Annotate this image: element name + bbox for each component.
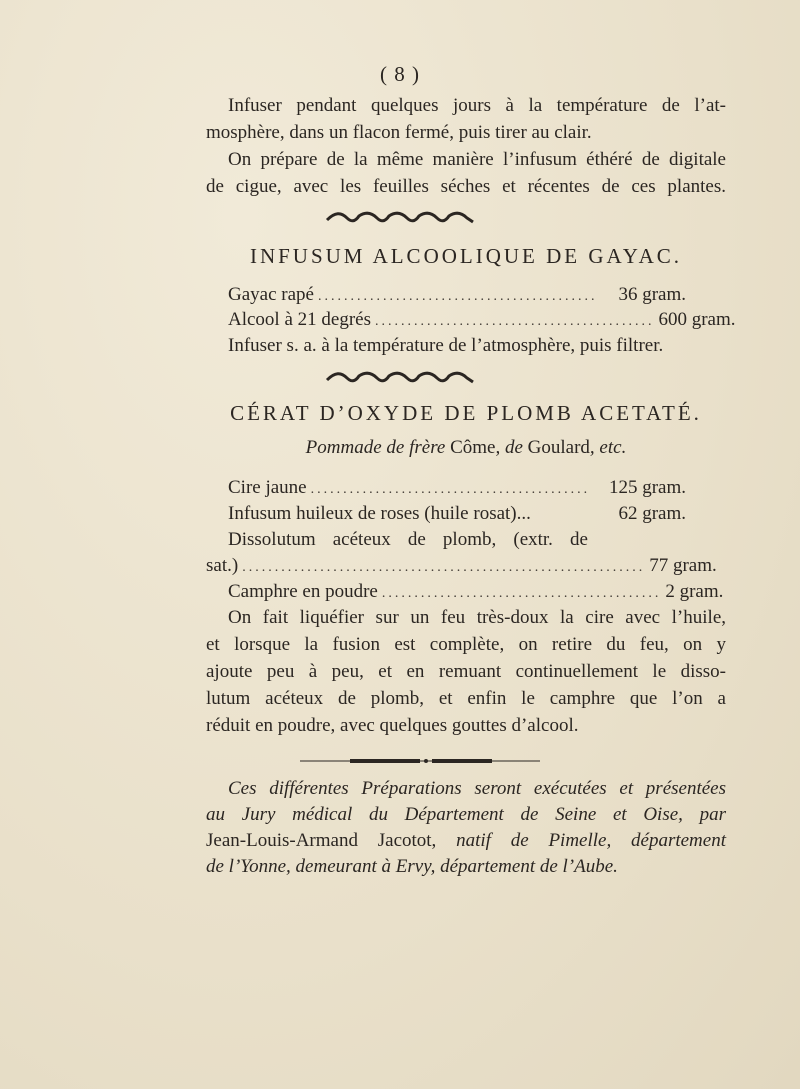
page-number: ( 8 ) [380,62,420,86]
ingredient-name: sat.) [206,555,239,576]
footer-line-4: de l’Yonne, demeurant à Ervy, département de l’Aube. [206,856,618,877]
footer-paragraph [206,776,726,880]
leader-dots: ........................................... [310,482,591,497]
ingredient-name: Alcool à 21 degrés [228,309,371,330]
footer-line-3-rest: natif de Pimelle, département [456,830,726,851]
ingredient-qty: 36 gram. [618,284,686,305]
ingredient-name: Cire jaune [228,477,307,498]
subtitle-part: , etc. [589,437,627,458]
intro-paragraph [206,92,726,200]
method-line-4: lutum acéteux de plomb, et enfin le camphre que l’on a [206,688,726,709]
ingredient-row [228,503,686,525]
author-name: Jean-Louis-Armand Jacotot, [206,830,437,851]
section-title-cerat: CÉRAT D’OXYDE DE PLOMB ACETATÉ. [230,401,702,425]
method-line-2: et lorsque la fusion est complète, on retire du feu, on y [206,634,726,655]
footer-line-2: au Jury médical du Département de Seine et Oise, par [206,804,726,825]
ingredient-qty: 125 gram. [608,477,686,498]
intro-line-3: On prépare de la même manière l’infusum éthéré de digitale [228,149,726,170]
infusion-note [228,335,686,357]
ingredient-name: Camphre en poudre [228,581,378,602]
intro-line-1: Infuser pendant quelques jours à la température de l’at- [228,95,726,116]
wave-ornament-2 [0,370,800,391]
section-title-gayac: INFUSUM ALCOOLIQUE DE GAYAC. [249,244,683,268]
ingredient-row [206,555,717,577]
subtitle-part: Goulard [527,437,590,458]
decorative-rule [300,759,540,763]
ingredient-name: Dissolutum acéteux de plomb, (extr. de [228,529,588,550]
ingredient-qty: 62 gram. [618,503,686,524]
leader-dots: ........................................... [381,586,662,601]
ingredient-qty: 600 gram. [658,309,736,330]
infusion-note-text: Infuser s. a. à la température de l’atmosphère, puis filtrer. [228,335,664,356]
wave-ornament-1 [0,210,800,231]
ingredient-row [228,284,686,306]
section-subtitle [206,437,726,459]
method-paragraph [206,604,726,739]
leader-dots: ........................................... [374,314,655,329]
ingredient-row-continued [228,529,588,551]
ingredient-row [228,477,686,499]
ingredient-qty: 2 gram. [665,581,724,602]
ingredient-name: Gayac rapé [228,284,314,305]
method-line-3: ajoute peu à peu, et en remuant continuellement le disso- [206,661,726,682]
leader-dots: ........................................... [317,289,598,304]
footer-line-3 [206,828,726,854]
leader-dots: .............................................................. [242,560,646,575]
subtitle-part: Côme [450,437,496,458]
footer-line-1: Ces différentes Préparations seront exécutées et présentées [228,778,726,799]
ingredient-qty: 77 gram. [649,555,717,576]
method-line-5: réduit en poudre, avec quelques gouttes d’alcool. [206,715,579,736]
subtitle-part: , de [495,437,523,458]
ingredient-row [228,309,736,331]
ingredient-name: Infusum huileux de roses (huile rosat)... [228,503,531,524]
intro-line-4: de cigue, avec les feuilles séches et récentes de ces plantes. [206,176,726,197]
ingredient-row [228,581,724,603]
subtitle-part: Pommade de frère [305,437,446,458]
method-line-1: On fait liquéfier sur un feu très-doux la cire avec l’huile, [228,607,726,628]
intro-line-2: mosphère, dans un flacon fermé, puis tirer au clair. [206,122,592,143]
